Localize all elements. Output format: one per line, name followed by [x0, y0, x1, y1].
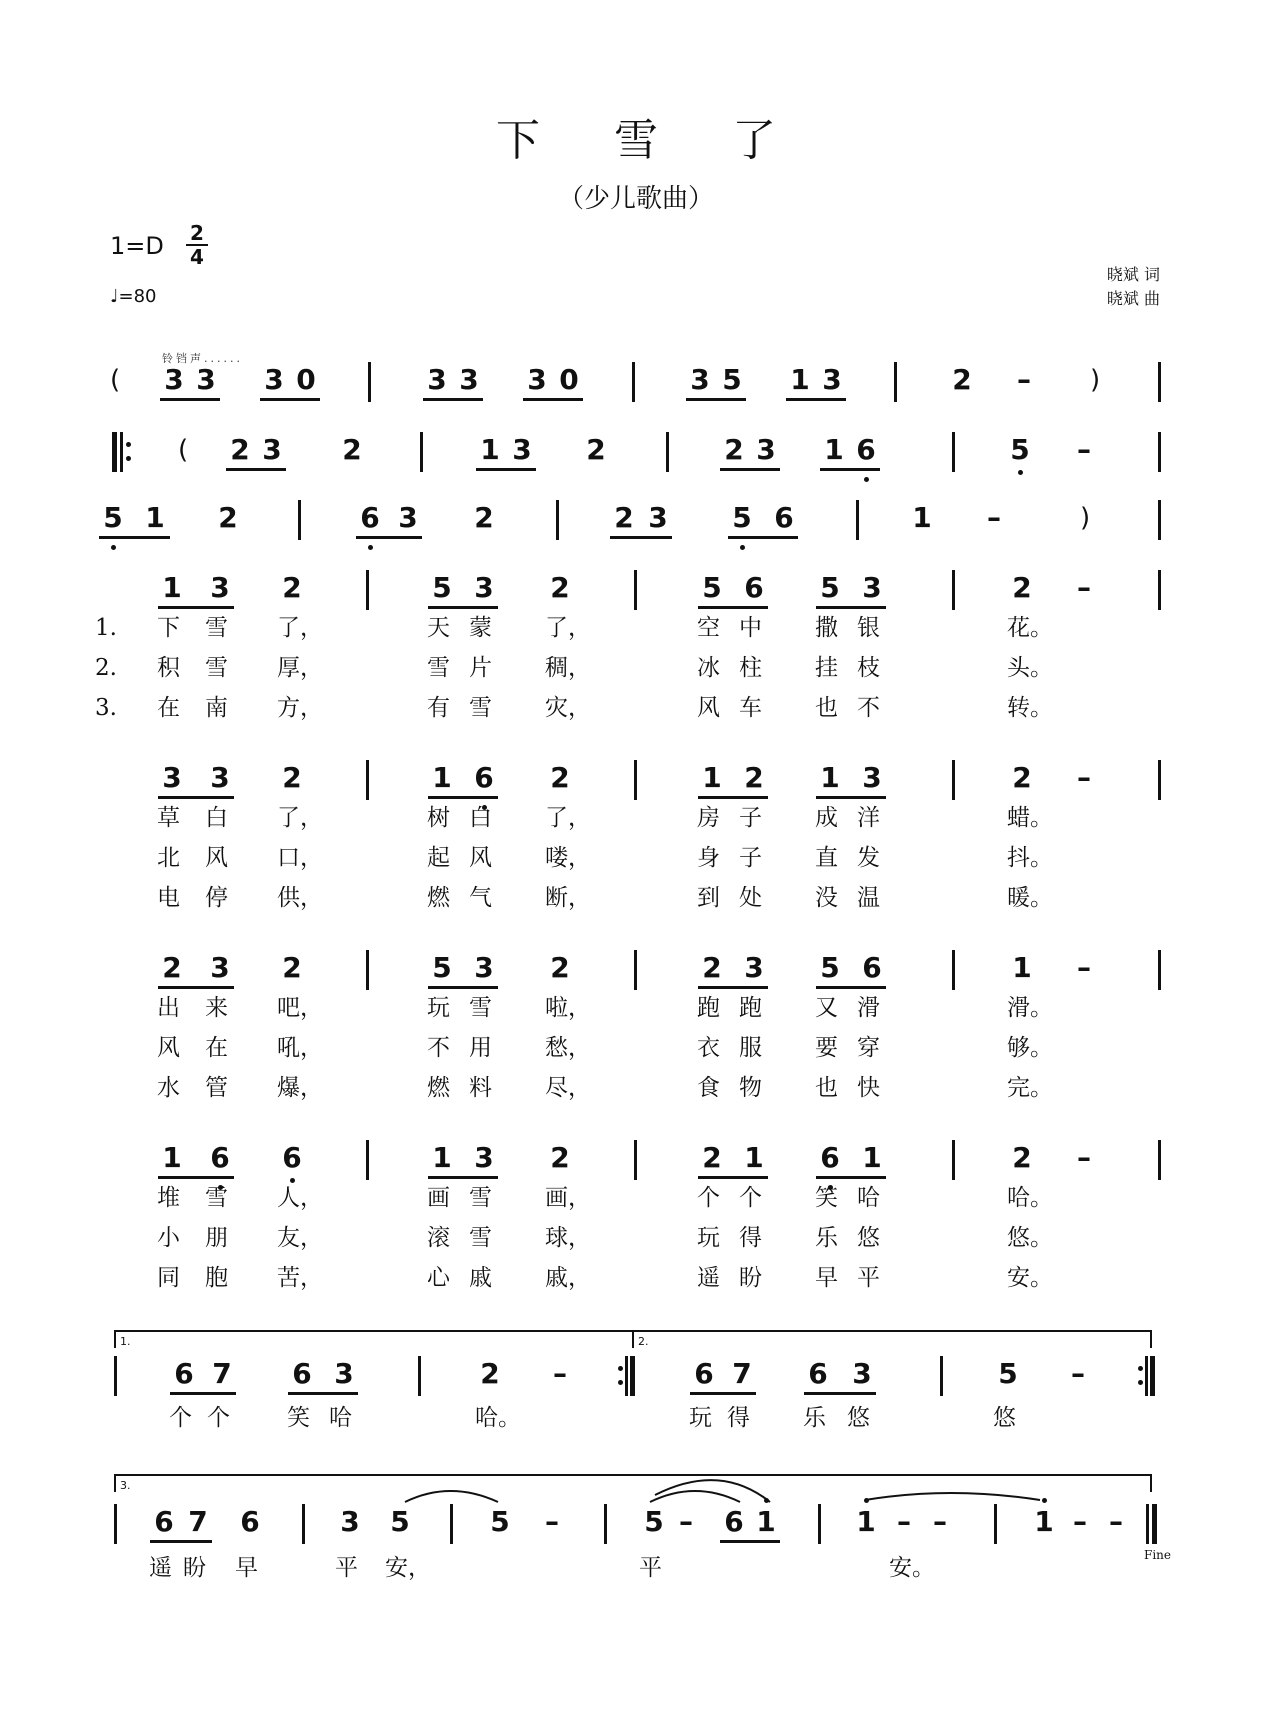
- note: 6: [174, 1357, 194, 1390]
- note: 3: [822, 363, 842, 396]
- note: 3: [210, 951, 230, 984]
- note: 2: [282, 761, 302, 794]
- lyric-char: 朋: [205, 1225, 228, 1251]
- lyric-char: 滑。: [1007, 995, 1053, 1021]
- lyric-char: 小: [157, 1225, 180, 1251]
- lyric-char: 物: [739, 1075, 762, 1101]
- note: 6: [292, 1357, 312, 1390]
- bracket-close: ): [1080, 503, 1091, 533]
- lyric-char: 管: [205, 1075, 228, 1101]
- lyric-char: 得: [727, 1405, 750, 1431]
- note: 1: [145, 501, 165, 534]
- lyric-char: 料: [469, 1075, 492, 1101]
- lyric-char: 出: [157, 995, 180, 1021]
- time-signature-top: 2: [190, 221, 204, 245]
- tie-arc: [865, 1493, 1040, 1500]
- lyric-char: 子: [739, 845, 762, 871]
- note: –: [987, 501, 1001, 534]
- note: 6: [856, 433, 876, 466]
- lyric-char: 又: [815, 995, 838, 1021]
- lyric-char: 2.: [95, 655, 117, 681]
- lyric-char: 遥: [697, 1265, 720, 1291]
- note: 2: [282, 951, 302, 984]
- note: 6: [724, 1505, 744, 1538]
- lyric-char: 方，: [277, 695, 323, 721]
- note: 1: [856, 1505, 876, 1538]
- intro-hint: 铃铛声......: [162, 352, 243, 365]
- lyric-char: 在: [157, 695, 180, 721]
- lyric-char: 滚: [427, 1225, 450, 1251]
- lyric-char: 燃: [427, 1075, 450, 1101]
- note: 6: [154, 1505, 174, 1538]
- lyric-char: 空: [697, 615, 720, 641]
- lyric-char: 直: [815, 845, 838, 871]
- lyric-char: 来: [205, 995, 228, 1021]
- lyric-char: 了，: [277, 615, 323, 641]
- lyric-char: 哈: [329, 1405, 352, 1431]
- note: 7: [212, 1357, 232, 1390]
- lyric-char: 了，: [545, 805, 591, 831]
- note: 3: [427, 363, 447, 396]
- note: –: [1109, 1505, 1123, 1538]
- lyric-char: 遥: [149, 1555, 172, 1581]
- note: 6: [474, 761, 494, 794]
- lyric-char: 挂: [815, 655, 838, 681]
- lyric-char: 爆，: [277, 1075, 323, 1101]
- lyric-char: 停: [205, 885, 228, 911]
- note: –: [1077, 1141, 1091, 1174]
- lyric-char: 心: [427, 1265, 450, 1291]
- note: –: [1077, 761, 1091, 794]
- note: –: [1071, 1357, 1085, 1390]
- lyric-char: 蜡。: [1007, 805, 1053, 831]
- lyric-char: 也: [815, 695, 838, 721]
- lyric-char: 快: [857, 1075, 880, 1101]
- lyric-char: 积: [157, 655, 180, 681]
- note: –: [1017, 363, 1031, 396]
- fine-marking: Fine: [1144, 1548, 1171, 1562]
- lyric-char: 不: [427, 1035, 450, 1061]
- note: 1: [862, 1141, 882, 1174]
- lyric-char: 悠: [993, 1405, 1016, 1431]
- note: 2: [480, 1357, 500, 1390]
- note: 5: [103, 501, 123, 534]
- key-signature: 1=D: [110, 232, 164, 260]
- note: 2: [1012, 1141, 1032, 1174]
- lyric-char: 滑: [857, 995, 880, 1021]
- note: 5: [702, 571, 722, 604]
- lyric-char: 灾，: [545, 695, 591, 721]
- note: 3: [334, 1357, 354, 1390]
- lyric-char: 有: [427, 695, 450, 721]
- note: 3: [398, 501, 418, 534]
- lyric-char: 也: [815, 1075, 838, 1101]
- lyric-char: 平: [857, 1265, 880, 1291]
- note: 2: [1012, 571, 1032, 604]
- note: 6: [820, 1141, 840, 1174]
- lyric-char: 成: [815, 805, 838, 831]
- note: 1: [432, 1141, 452, 1174]
- note: 3: [862, 761, 882, 794]
- lyric-char: 口，: [277, 845, 323, 871]
- lyric-char: 盼: [183, 1555, 206, 1581]
- lyric-char: 穿: [857, 1035, 880, 1061]
- note: 3: [744, 951, 764, 984]
- lyric-char: 玩: [697, 1225, 720, 1251]
- note: 5: [820, 571, 840, 604]
- lyric-char: 用: [469, 1035, 492, 1061]
- note: 5: [998, 1357, 1018, 1390]
- lyric-char: 雪: [427, 655, 450, 681]
- note: 6: [774, 501, 794, 534]
- volta-number-1: 1.: [120, 1335, 131, 1348]
- lyric-char: 吧，: [277, 995, 323, 1021]
- lyric-char: 车: [739, 695, 762, 721]
- lyric-char: 平: [639, 1555, 662, 1581]
- note: 6: [744, 571, 764, 604]
- lyric-char: 北: [157, 845, 180, 871]
- note: 3: [862, 571, 882, 604]
- lyric-char: 1.: [95, 615, 117, 641]
- lyric-char: 在: [205, 1035, 228, 1061]
- lyric-char: 冰: [697, 655, 720, 681]
- note: 5: [722, 363, 742, 396]
- note: 5: [732, 501, 752, 534]
- lyric-char: 风: [697, 695, 720, 721]
- note: –: [1073, 1505, 1087, 1538]
- note: –: [545, 1505, 559, 1538]
- lyric-char: 平: [335, 1555, 358, 1581]
- note: 5: [432, 951, 452, 984]
- lyric-char: 处: [739, 885, 762, 911]
- note: 1: [820, 761, 840, 794]
- lyric-char: 起: [427, 845, 450, 871]
- lyric-char: 雪: [469, 1225, 492, 1251]
- lyric-char: 安。: [889, 1555, 935, 1581]
- note: 2: [474, 501, 494, 534]
- note: 2: [282, 571, 302, 604]
- lyric-char: 要: [815, 1035, 838, 1061]
- lyric-char: 撒: [815, 615, 838, 641]
- note: 2: [614, 501, 634, 534]
- song-subtitle: （少儿歌曲）: [557, 184, 714, 214]
- lyric-char: 南: [205, 695, 228, 721]
- lyric-char: 转。: [1007, 695, 1053, 721]
- lyric-char: 玩: [427, 995, 450, 1021]
- lyric-char: 早: [235, 1555, 258, 1581]
- note: 5: [1010, 433, 1030, 466]
- tie-arc: [650, 1491, 740, 1502]
- lyric-char: 草: [157, 805, 180, 831]
- note: 2: [218, 501, 238, 534]
- lyric-char: 温: [857, 885, 880, 911]
- note: 3: [474, 951, 494, 984]
- note: –: [679, 1505, 693, 1538]
- note: –: [1077, 433, 1091, 466]
- lyric-char: 个: [697, 1185, 720, 1211]
- note: 7: [732, 1357, 752, 1390]
- lyric-char: 子: [739, 805, 762, 831]
- lyric-char: 了，: [545, 615, 591, 641]
- note: 3: [474, 1141, 494, 1174]
- note: 5: [490, 1505, 510, 1538]
- note: 3: [512, 433, 532, 466]
- note: 2: [550, 571, 570, 604]
- note: 2: [702, 1141, 722, 1174]
- note: 3: [459, 363, 479, 396]
- note: 3: [196, 363, 216, 396]
- lyric-char: 水: [157, 1075, 180, 1101]
- lyric-char: 了，: [277, 805, 323, 831]
- note: 3: [210, 761, 230, 794]
- lyricist-credit: 晓斌 词: [1106, 265, 1160, 284]
- note: 5: [644, 1505, 664, 1538]
- lyric-char: 安，: [385, 1555, 431, 1581]
- lyric-char: 身: [697, 845, 720, 871]
- tie-arc: [655, 1480, 770, 1502]
- lyric-char: 雪: [469, 995, 492, 1021]
- lyric-char: 洋: [857, 805, 880, 831]
- lyric-char: 笑: [287, 1405, 310, 1431]
- lyric-char: 哈。: [1007, 1185, 1053, 1211]
- lyric-char: 燃: [427, 885, 450, 911]
- lyric-char: 够。: [1007, 1035, 1053, 1061]
- note: –: [1077, 571, 1091, 604]
- lyric-char: 跑: [739, 995, 762, 1021]
- lyric-char: 吼，: [277, 1035, 323, 1061]
- note: 1: [912, 501, 932, 534]
- lyric-char: 悠。: [1007, 1225, 1053, 1251]
- bracket-open: (: [178, 435, 189, 465]
- lyric-char: 衣: [697, 1035, 720, 1061]
- lyric-char: 哈: [857, 1185, 880, 1211]
- note: 2: [586, 433, 606, 466]
- note: 2: [162, 951, 182, 984]
- lyric-char: 笑: [815, 1185, 838, 1211]
- tie-arc: [405, 1491, 498, 1502]
- lyric-char: 愁，: [545, 1035, 591, 1061]
- lyric-char: 苦，: [277, 1265, 323, 1291]
- lyric-char: 风: [157, 1035, 180, 1061]
- note: 1: [432, 761, 452, 794]
- volta-number-3: 3.: [120, 1479, 131, 1492]
- bracket-close: ): [1090, 365, 1101, 395]
- lyric-char: 中: [739, 615, 762, 641]
- lyric-char: 到: [697, 885, 720, 911]
- tempo-marking: ♩=80: [110, 286, 157, 307]
- lyric-char: 雪: [205, 615, 228, 641]
- note: –: [1077, 951, 1091, 984]
- lyric-char: 得: [739, 1225, 762, 1251]
- lyric-char: 片: [469, 655, 492, 681]
- note: 5: [820, 951, 840, 984]
- note: 1: [756, 1505, 776, 1538]
- lyric-char: 跑: [697, 995, 720, 1021]
- lyric-char: 房: [697, 805, 720, 831]
- note: –: [553, 1357, 567, 1390]
- note: 1: [162, 1141, 182, 1174]
- composer-credit: 晓斌 曲: [1106, 289, 1160, 308]
- lyric-char: 稠，: [545, 655, 591, 681]
- volta-number-2: 2.: [638, 1335, 649, 1348]
- lyric-char: 白: [469, 805, 492, 831]
- lyric-char: 啦，: [545, 995, 591, 1021]
- song-title: 下 雪 了: [496, 115, 806, 166]
- lyric-char: 雪: [205, 655, 228, 681]
- note: 1: [162, 571, 182, 604]
- lyric-char: 完。: [1007, 1075, 1053, 1101]
- lyric-char: 风: [469, 845, 492, 871]
- lyric-char: 乐: [803, 1405, 826, 1431]
- lyric-char: 球，: [545, 1225, 591, 1251]
- lyric-char: 花。: [1007, 615, 1053, 641]
- lyric-char: 枝: [857, 655, 880, 681]
- note: 1: [1012, 951, 1032, 984]
- lyric-char: 柱: [739, 655, 762, 681]
- note: 6: [862, 951, 882, 984]
- lyric-char: 气: [469, 885, 492, 911]
- note: 3: [340, 1505, 360, 1538]
- note: 6: [360, 501, 380, 534]
- lyric-char: 个: [739, 1185, 762, 1211]
- lyric-char: 悠: [847, 1405, 870, 1431]
- note: 2: [550, 1141, 570, 1174]
- note: –: [897, 1505, 911, 1538]
- lyric-char: 树: [427, 805, 450, 831]
- note: 1: [702, 761, 722, 794]
- lyric-char: 不: [857, 695, 880, 721]
- lyric-char: 喽，: [545, 845, 591, 871]
- lyric-char: 蒙: [469, 615, 492, 641]
- lyric-char: 天: [427, 615, 450, 641]
- note: 3: [210, 571, 230, 604]
- bracket-open: (: [110, 365, 121, 395]
- note: 5: [432, 571, 452, 604]
- lyric-char: 3.: [95, 695, 117, 721]
- lyric-char: 雪: [469, 695, 492, 721]
- note: 2: [724, 433, 744, 466]
- lyric-char: 玩: [689, 1405, 712, 1431]
- note: 3: [527, 363, 547, 396]
- lyric-char: 雪: [469, 1185, 492, 1211]
- note: 1: [824, 433, 844, 466]
- note: 6: [808, 1357, 828, 1390]
- note: 3: [262, 433, 282, 466]
- lyric-char: 发: [857, 845, 880, 871]
- note: 2: [702, 951, 722, 984]
- note: 3: [264, 363, 284, 396]
- lyric-char: 个: [207, 1405, 230, 1431]
- lyric-char: 供，: [277, 885, 323, 911]
- note: 3: [648, 501, 668, 534]
- note: 3: [164, 363, 184, 396]
- note: 3: [162, 761, 182, 794]
- note: 1: [480, 433, 500, 466]
- lyric-char: 没: [815, 885, 838, 911]
- note: –: [933, 1505, 947, 1538]
- note: 2: [1012, 761, 1032, 794]
- note: 0: [559, 363, 579, 396]
- lyric-char: 胞: [205, 1265, 228, 1291]
- lyric-char: 断，: [545, 885, 591, 911]
- note: 3: [756, 433, 776, 466]
- lyric-char: 盼: [739, 1265, 762, 1291]
- note: 2: [550, 761, 570, 794]
- note: 2: [952, 363, 972, 396]
- lyric-char: 厚，: [277, 655, 323, 681]
- note: 5: [390, 1505, 410, 1538]
- note: 2: [744, 761, 764, 794]
- note: 2: [342, 433, 362, 466]
- lyric-char: 电: [157, 885, 180, 911]
- note: 0: [296, 363, 316, 396]
- lyric-char: 画，: [545, 1185, 591, 1211]
- lyric-char: 同: [157, 1265, 180, 1291]
- lyric-char: 乐: [815, 1225, 838, 1251]
- lyric-char: 白: [205, 805, 228, 831]
- lyric-char: 下: [157, 615, 180, 641]
- lyric-char: 暖。: [1007, 885, 1053, 911]
- lyric-char: 雪: [205, 1185, 228, 1211]
- lyric-char: 个: [169, 1405, 192, 1431]
- lyric-char: 戚: [469, 1265, 492, 1291]
- note: 6: [694, 1357, 714, 1390]
- note: 1: [790, 363, 810, 396]
- lyric-char: 安。: [1007, 1265, 1053, 1291]
- note: 3: [690, 363, 710, 396]
- lyric-char: 堆: [157, 1185, 180, 1211]
- lyric-char: 友，: [277, 1225, 323, 1251]
- note: 2: [550, 951, 570, 984]
- lyric-char: 风: [205, 845, 228, 871]
- lyric-char: 戚，: [545, 1265, 591, 1291]
- lyric-char: 画: [427, 1185, 450, 1211]
- note: 3: [474, 571, 494, 604]
- note: 3: [852, 1357, 872, 1390]
- lyric-char: 悠: [857, 1225, 880, 1251]
- note: 7: [188, 1505, 208, 1538]
- lyric-char: 服: [739, 1035, 762, 1061]
- note: 6: [240, 1505, 260, 1538]
- lyric-char: 哈。: [475, 1405, 521, 1431]
- note: 1: [1034, 1505, 1054, 1538]
- lyric-char: 头。: [1007, 655, 1053, 681]
- note: 2: [230, 433, 250, 466]
- lyric-char: 人，: [277, 1185, 323, 1211]
- lyric-char: 抖。: [1007, 845, 1053, 871]
- time-signature-bottom: 4: [190, 245, 204, 269]
- lyric-char: 早: [815, 1265, 838, 1291]
- lyric-char: 尽，: [545, 1075, 591, 1101]
- note: 6: [282, 1141, 302, 1174]
- note: 1: [744, 1141, 764, 1174]
- note: 6: [210, 1141, 230, 1174]
- lyric-char: 银: [857, 615, 880, 641]
- lyric-char: 食: [697, 1075, 720, 1101]
